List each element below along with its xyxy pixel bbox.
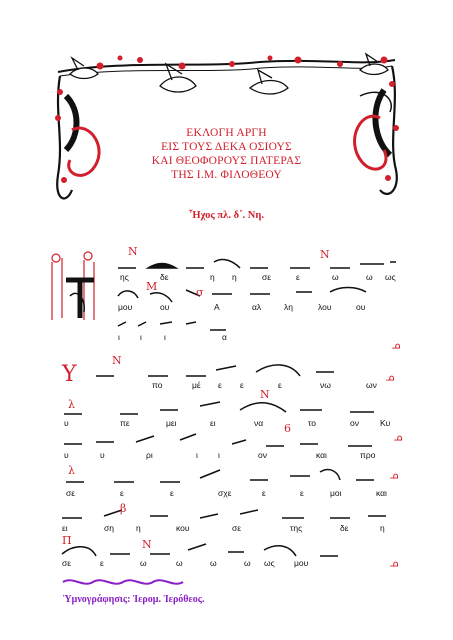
syllable: ι: [164, 332, 166, 342]
syllable: σε: [262, 272, 272, 282]
svg-text:λ: λ: [68, 398, 75, 411]
syllable: ω: [176, 558, 183, 568]
syllable: ω: [140, 558, 147, 568]
syllable: ω: [244, 558, 251, 568]
syllable: να: [254, 418, 264, 428]
svg-text:λ: λ: [68, 464, 75, 477]
title-line-3: ΚΑΙ ΘΕΟΦΟΡΟΥΣ ΠΑΤΕΡΑΣ: [151, 155, 302, 167]
syllable: ου: [160, 302, 170, 312]
syllable: μου: [118, 302, 133, 312]
syllable: σε: [66, 488, 76, 498]
svg-text:𝈃: 𝈃: [386, 372, 395, 385]
syllable: ση: [104, 523, 114, 533]
syllable: κου: [176, 523, 190, 533]
syllable: υ: [64, 418, 69, 428]
syllable: ον: [258, 450, 267, 460]
syllable: προ: [360, 450, 376, 460]
syllable: ης: [120, 272, 129, 282]
svg-text:β: β: [120, 502, 127, 515]
svg-text:N: N: [320, 248, 330, 261]
syllable: μει: [166, 418, 177, 428]
syllable: ως: [385, 272, 396, 282]
syllable: ει: [210, 418, 216, 428]
initial-letter: Υ: [62, 362, 77, 387]
syllable: α: [222, 332, 227, 342]
syllable: ε: [296, 272, 300, 282]
syllable: μοι: [330, 488, 342, 498]
syllable: πε: [120, 418, 130, 428]
svg-text:σ: σ: [196, 286, 204, 299]
hymnographer-credit: Ὑμνογράφησις: Ἱερομ. Ἱερόθεος.: [63, 594, 205, 605]
syllable: ε: [218, 380, 222, 390]
syllable: υ: [100, 450, 105, 460]
svg-text:N: N: [112, 354, 122, 367]
title-line-2: ΕΙΣ ΤΟΥΣ ΔΕΚΑ ΟΣΙΟΥΣ: [161, 141, 292, 153]
title-line-4: ΤΗΣ Ι.Μ. ΦΙΛΟΘΕΟΥ: [171, 169, 282, 181]
syllable: ως: [264, 558, 275, 568]
syllable: ι: [218, 450, 220, 460]
syllable: σχε: [218, 488, 232, 498]
syllable: ι: [196, 450, 198, 460]
svg-text:𝈃: 𝈃: [390, 470, 399, 483]
syllable: πο: [152, 380, 163, 390]
syllable: η: [380, 523, 385, 533]
syllable: ω: [332, 272, 339, 282]
syllable: ου: [356, 302, 366, 312]
syllable: και: [376, 488, 387, 498]
svg-text:Π: Π: [62, 534, 72, 547]
syllable: λη: [284, 302, 293, 312]
syllable: ω: [210, 558, 217, 568]
syllable: η: [210, 272, 215, 282]
syllable: υ: [64, 450, 69, 460]
svg-text:𝈃: 𝈃: [390, 558, 399, 571]
syllable: το: [308, 418, 316, 428]
title-line-1: ΕΚΛΟΓΗ ΑΡΓΗ: [186, 127, 267, 139]
syllable: Κυ: [380, 418, 391, 428]
svg-text:𝈃: 𝈃: [394, 432, 403, 445]
syllable: Α: [214, 302, 220, 312]
syllable: ε: [170, 488, 174, 498]
svg-text:𝈃: 𝈃: [392, 340, 401, 353]
syllable: ων: [366, 380, 377, 390]
syllable: σε: [232, 523, 242, 533]
syllable: μέ: [192, 380, 201, 390]
syllable: δε: [340, 523, 349, 533]
syllable: ον: [350, 418, 359, 428]
syllable: ε: [262, 488, 266, 498]
syllable: ι: [118, 332, 120, 342]
syllable: η: [136, 523, 141, 533]
syllable: ι: [140, 332, 142, 342]
syllable: σε: [62, 558, 72, 568]
syllable: μου: [294, 558, 309, 568]
syllable: λου: [318, 302, 332, 312]
syllable: ε: [240, 380, 244, 390]
svg-text:N: N: [128, 245, 138, 258]
syllable: νω: [320, 380, 331, 390]
syllable: και: [316, 450, 327, 460]
syllable: ει: [62, 523, 68, 533]
syllable: ρι: [146, 450, 153, 460]
svg-text:N: N: [142, 538, 152, 551]
syllable: δε: [160, 272, 169, 282]
syllable: ε: [278, 380, 282, 390]
svg-text:N: N: [260, 388, 270, 401]
mode-indicator: Ἦχος πλ. δ΄. Νη.: [189, 210, 264, 221]
svg-text:6: 6: [284, 422, 291, 435]
syllable: ω: [366, 272, 373, 282]
syllable: ε: [120, 488, 124, 498]
svg-text:M: M: [146, 280, 158, 293]
syllable: αλ: [252, 302, 262, 312]
syllable: ε: [100, 558, 104, 568]
syllable: της: [290, 523, 303, 533]
syllable: η: [232, 272, 237, 282]
syllable: ε: [300, 488, 304, 498]
